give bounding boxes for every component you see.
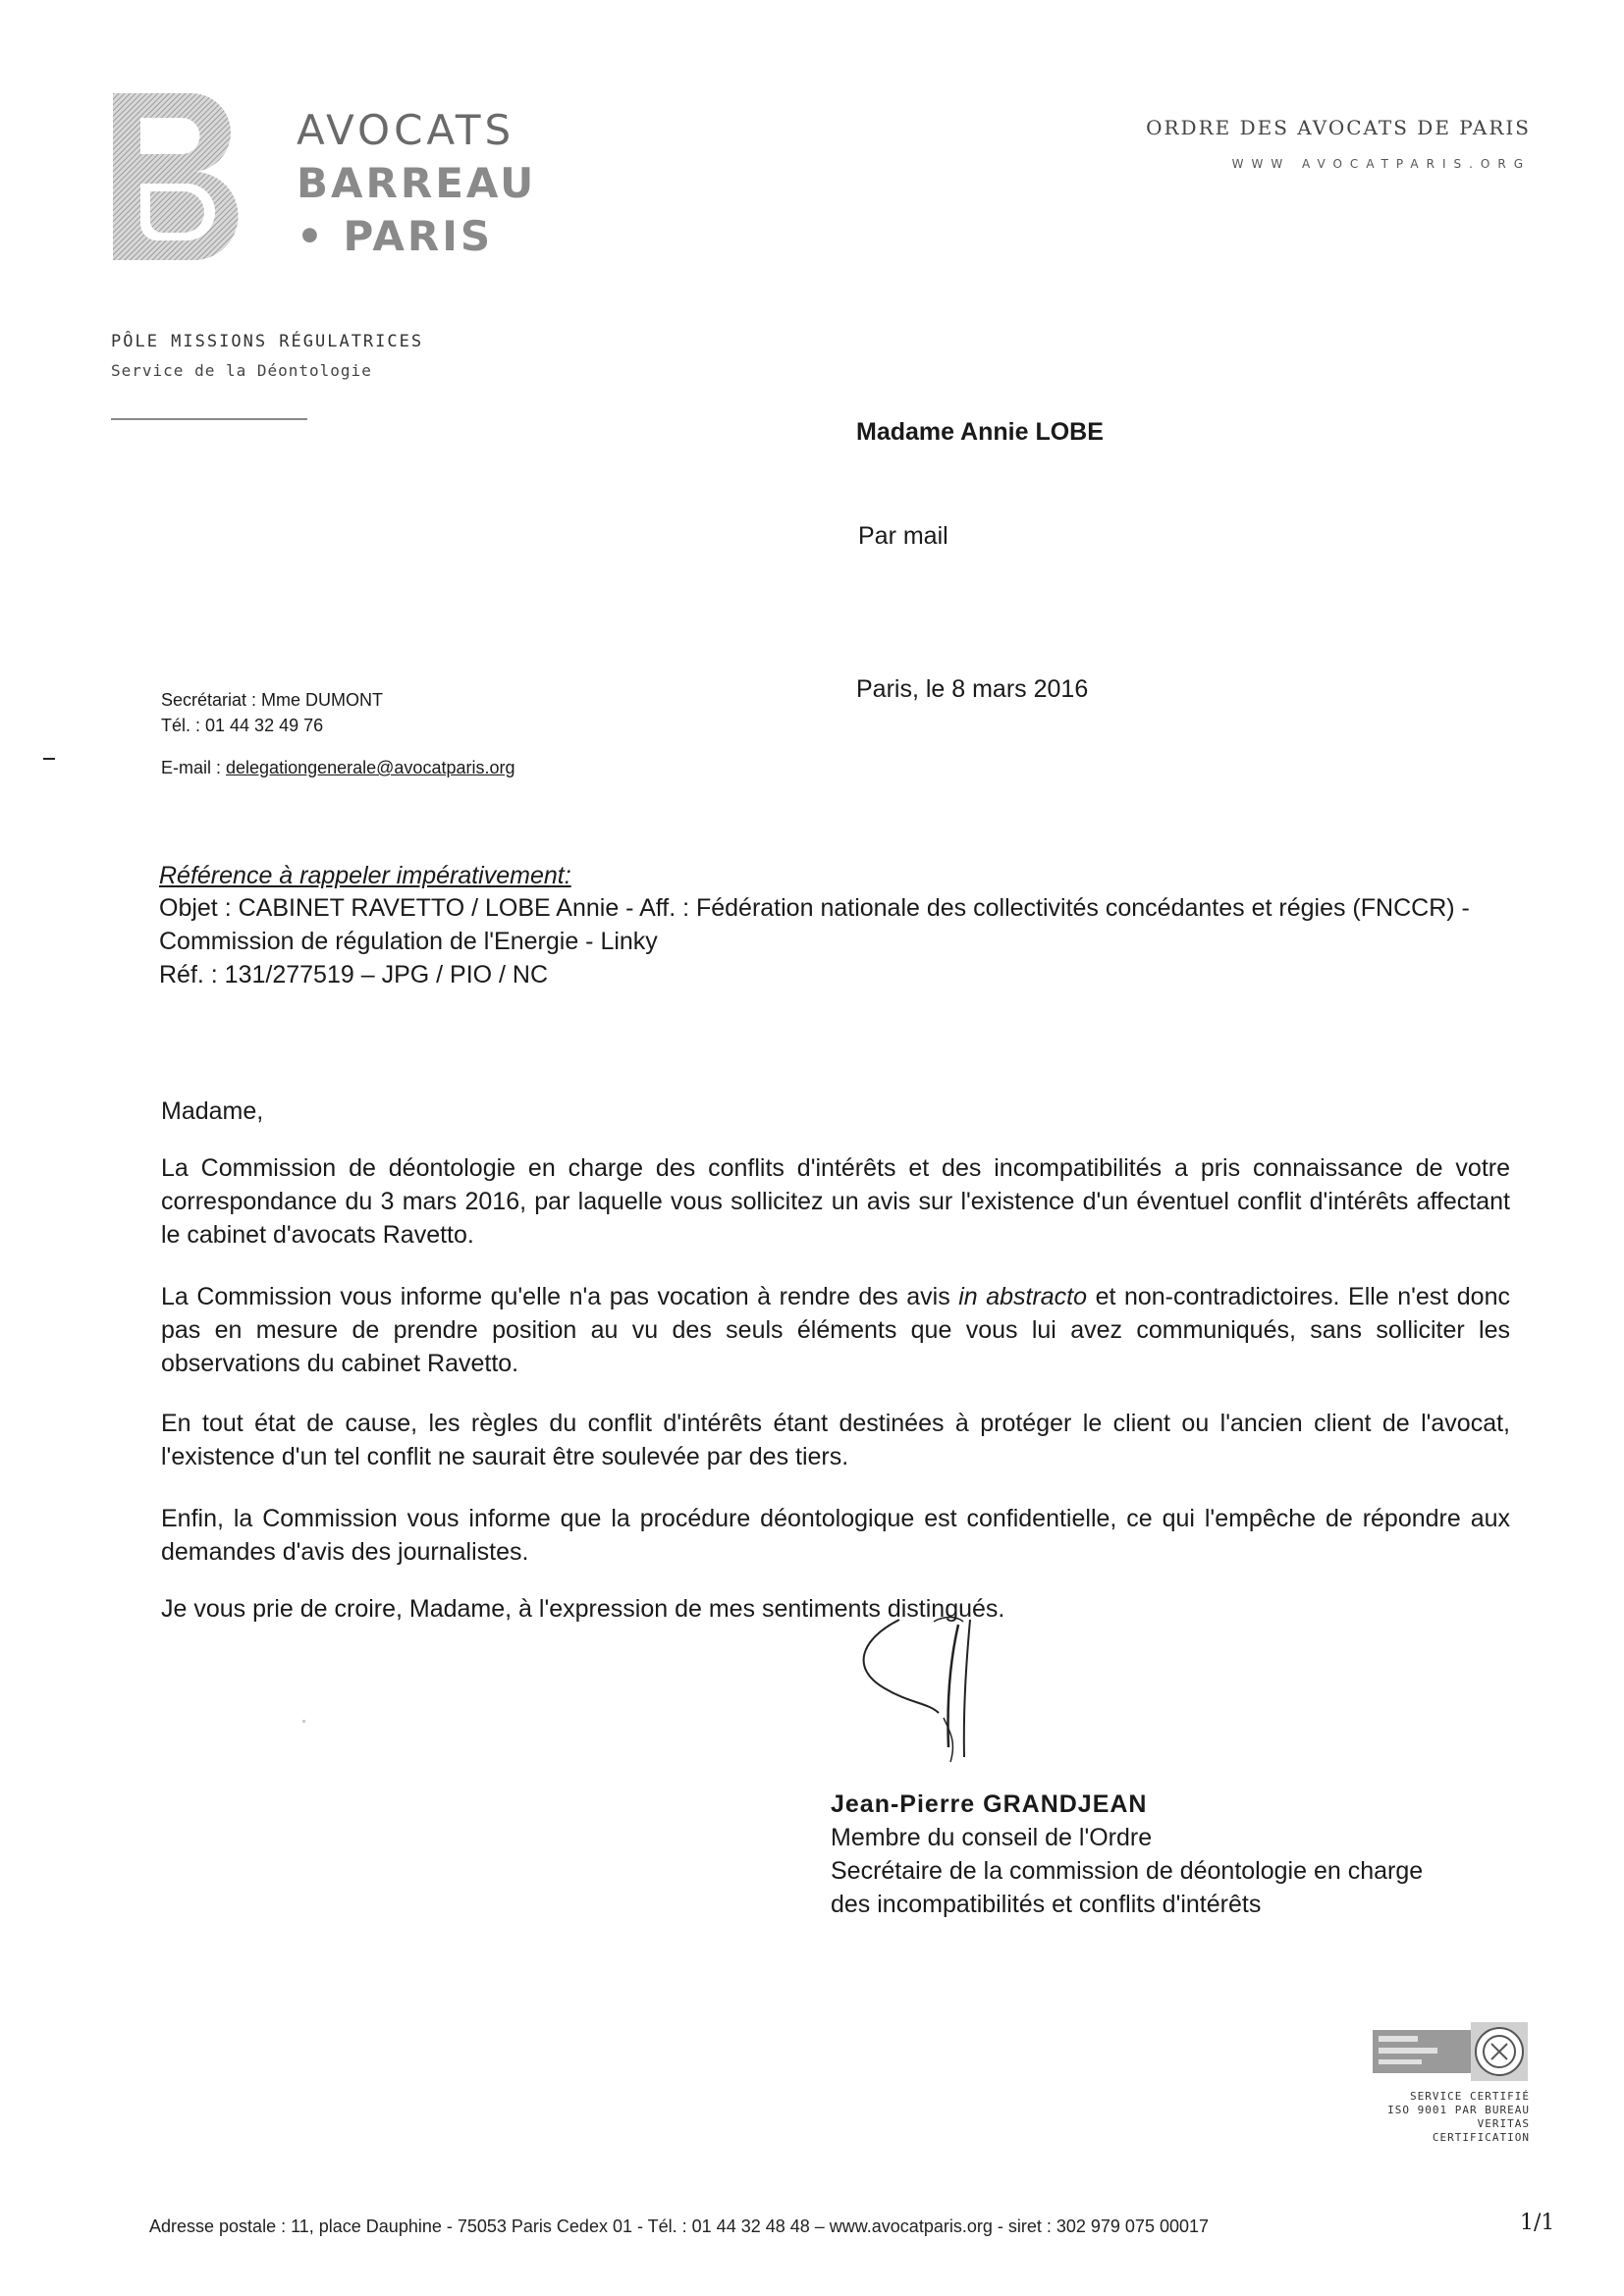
service-title: Service de la Déontologie	[111, 361, 372, 380]
p2-italic: in abstracto	[958, 1283, 1088, 1310]
signer-title-2: Secrétaire de la commission de déontologie en charge	[831, 1857, 1424, 1885]
pole-title: PÔLE MISSIONS RÉGULATRICES	[111, 332, 424, 351]
bureau-veritas-logo-icon	[1373, 2022, 1530, 2081]
signer-name: Jean-Pierre GRANDJEAN	[831, 1790, 1148, 1818]
scan-speck	[302, 1720, 305, 1723]
letter-date: Paris, le 8 mars 2016	[856, 675, 1089, 703]
page-number: 1/1	[1520, 2211, 1555, 2235]
handwritten-signature	[840, 1610, 1007, 1767]
objet-line: Objet : CABINET RAVETTO / LOBE Annie - Aff. : Fédération nationale des collectivités concédantes et régies (FNCCR) - Commission de régulation de l'Energie - Linky	[159, 894, 1470, 955]
barreau-logo-icon	[113, 93, 241, 290]
email-line	[161, 758, 514, 778]
email-label: E-mail :	[161, 758, 227, 777]
contact-block	[161, 687, 383, 738]
ordre-website: WWW AVOCATPARIS.ORG	[1231, 157, 1531, 171]
ordre-title: ORDRE DES AVOCATS DE PARIS	[1146, 116, 1531, 139]
signer-title-1: Membre du conseil de l'Ordre	[831, 1824, 1153, 1851]
body-paragraph-1: La Commission de déontologie en charge des conflits d'intérêts et des incompatibilités a pris connaissance de votre correspondance du 3 mars 2016, par laquelle vous sollicitez un avis sur l'existence d'un éventuel conflit d'intérêts affectant le cabinet d'avocats Ravetto.	[161, 1154, 1510, 1249]
p2-after: et non-contradictoires. Elle n'est donc pas en mesure de prendre position au vu des seuls éléments que vous lui avez communiqués, sans solliciter les observations du cabinet Ravetto.	[161, 1283, 1510, 1377]
logo-line-avocats: AVOCATS	[297, 106, 515, 154]
iso-caption-line-3: VERITAS CERTIFICATION	[1432, 2117, 1530, 2144]
delivery-method: Par mail	[858, 522, 948, 550]
ref-line: Réf. : 131/277519 – JPG / PIO / NC	[159, 961, 549, 988]
salutation: Madame,	[161, 1097, 264, 1125]
margin-mark	[43, 758, 55, 760]
footer-address: Adresse postale : 11, place Dauphine - 75053 Paris Cedex 01 - Tél. : 01 44 32 48 48 – www.avocatparis.org - siret : 302 979 075 00017	[149, 2216, 1210, 2236]
iso-caption	[1373, 2090, 1530, 2145]
iso-caption-line-1: SERVICE CERTIFIÉ	[1410, 2090, 1530, 2103]
logo-wordmark	[297, 104, 536, 263]
header-divider	[111, 418, 307, 420]
iso-certification-badge	[1373, 2022, 1530, 2145]
p2-before: La Commission vous informe qu'elle n'a pas vocation à rendre des avis	[161, 1283, 959, 1310]
body-paragraph-3: En tout état de cause, les règles du conflit d'intérêts étant destinées à protéger le client ou l'ancien client de l'avocat, l'existence d'un tel conflit ne saurait être soulevée par des tiers.	[161, 1410, 1510, 1470]
email-link[interactable]: delegationgenerale@avocatparis.org	[226, 758, 515, 777]
closing-formula: Je vous prie de croire, Madame, à l'expression de mes sentiments distingués.	[161, 1595, 1005, 1623]
tel-line: Tél. : 01 44 32 49 76	[161, 716, 324, 735]
reference-heading: Référence à rappeler impérativement:	[159, 862, 571, 889]
reference-block	[159, 891, 1514, 991]
recipient-name: Madame Annie LOBE	[856, 418, 1104, 446]
logo-line-paris: • PARIS	[297, 212, 494, 260]
logo-line-barreau: BARREAU	[297, 159, 537, 207]
body-paragraph-2	[161, 1280, 1510, 1380]
body-paragraph-4: Enfin, la Commission vous informe que la procédure déontologique est confidentielle, ce qui l'empêche de répondre aux demandes d'avis des journalistes.	[161, 1505, 1510, 1566]
secretariat-line: Secrétariat : Mme DUMONT	[161, 690, 384, 710]
iso-caption-line-2: ISO 9001 PAR BUREAU	[1387, 2104, 1530, 2116]
signer-title-3: des incompatibilités et conflits d'intérêts	[831, 1891, 1262, 1918]
